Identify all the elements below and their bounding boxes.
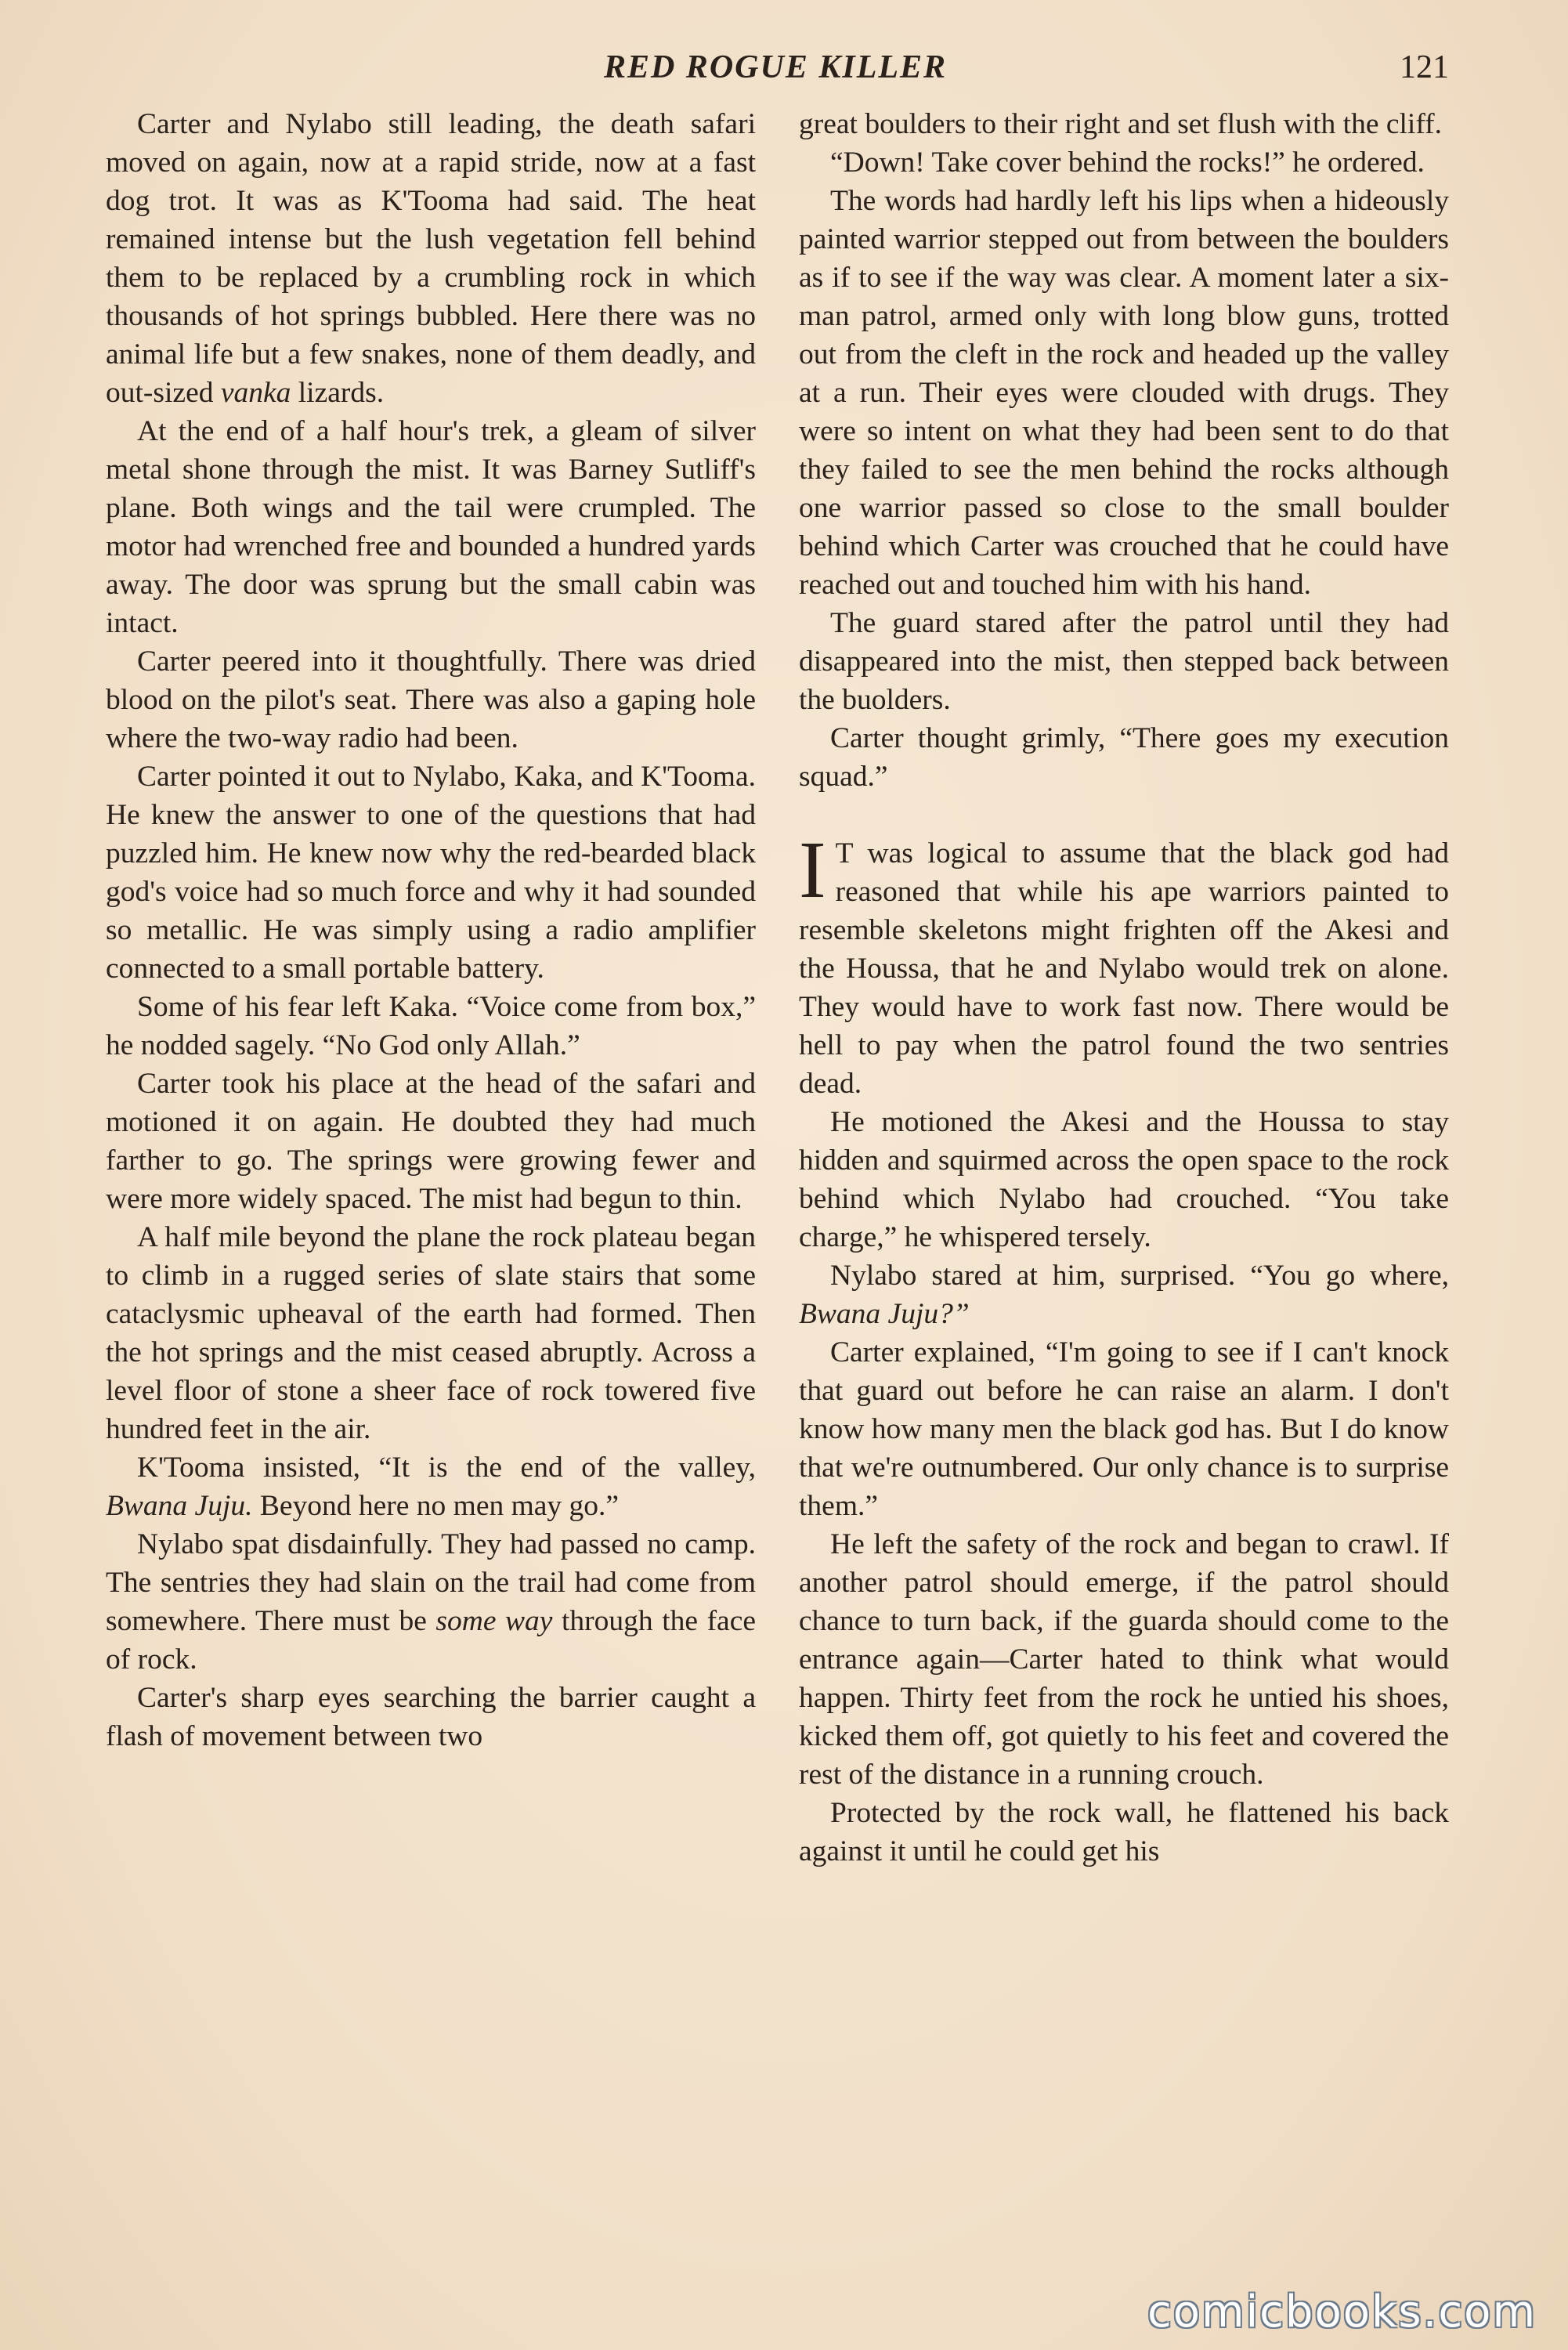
paragraph: He left the safety of the rock and began to crawl. If another patrol should emerge, if the patrol should chance to turn back, if the guarda should come to the entrance again—Carter hated to think what would happen. Thirty feet from the rock he untied his shoes, kicked them off, got quietly to his feet and covered the rest of the distance in a running crouch. [799,1528,1449,1791]
paragraph: Carter pointed it out to Nylabo, Kaka, and K'Tooma. He knew the answer to one of the questions that had puzzled him. He knew now why the red-bearded black god's voice had so much force and why it had sounded so metallic. He was simply using a radio amplifier connected to a small portable battery. [106,761,756,985]
left-column [106,105,756,1755]
paragraph: Carter thought grimly, “There goes my execution squad.” [799,722,1449,793]
paragraph: Carter peered into it thoughtfully. There was dried blood on the pilot's seat. There was also a gaping hole where the two-way radio had been. [106,645,756,754]
section-paragraph: I T was logical to assume that the black god had reasoned that while his ape warriors painted to resemble skeletons might frighten off the Akesi and the Houssa, that he and Nylabo would trek on alone. They would have to work fast now. There would be hell to pay when the patrol found the two sentries dead. [799,825,1449,1100]
paragraph: The words had hardly left his lips when a hideously painted warrior stepped out from between the boulders as if to see if the way was clear. A moment later a six-man patrol, armed only with long blow guns, trotted out from the cleft in the rock and headed up the valley at a run. Their eyes were clouded with drugs. They were so intent on what they had been sent to do that they failed to see the men behind the rocks although one warrior passed so close to the small boulder behind which Carter was crouched that he could have reached out and touched him with his hand. [799,185,1449,601]
paragraph: Carter explained, “I'm going to see if I can't knock that guard out before he can raise an alarm. I don't know how many men the black god has. But I do know that we're outnumbered. Our only chance is to surprise them.” [799,1336,1449,1522]
paragraph: Nylabo spat disdainfully. They had passed no camp. The sentries they had slain on the trail had come from somewhere. There must be some way through the face of rock. [106,1528,756,1676]
drop-cap: I [799,825,826,915]
page-number: 121 [1400,49,1449,85]
paragraph: A half mile beyond the plane the rock plateau began to climb in a rugged series of slate stairs that some cataclysmic upheaval of the earth had formed. Then the hot springs and the mist ceased abruptly. Across a level floor of stone a sheer face of rock towered five hundred feet in the air. [106,1221,756,1445]
watermark-logo: comicbooks.com [1147,2287,1537,2337]
paragraph: Nylabo stared at him, surprised. “You go where, Bwana Juju?” [799,1260,1449,1330]
running-title: RED ROGUE KILLER [603,49,948,85]
paragraph: “Down! Take cover behind the rocks!” he ordered. [830,146,1425,179]
paragraph: Protected by the rock wall, he flattened his back against it until he could get his [799,1797,1449,1867]
paragraph: He motioned the Akesi and the Houssa to stay hidden and squirmed across the open space to the rock behind which Nylabo had crouched. “You take charge,” he whispered tersely. [799,1106,1449,1253]
paragraph: great boulders to their right and set flush with the cliff. [799,108,1442,140]
paragraph: At the end of a half hour's trek, a gleam of silver metal shone through the mist. It was Barney Sutliff's plane. Both wings and the tail were crumpled. The motor had wrenched free and bounded a hundred yards away. The door was sprung but the small cabin was intact. [106,415,756,639]
paragraph: Some of his fear left Kaka. “Voice come from box,” he nodded sagely. “No God only Allah.” [106,991,756,1061]
paragraph: K'Tooma insisted, “It is the end of the valley, Bwana Juju. Beyond here no men may go.” [106,1452,756,1522]
paragraph: Carter took his place at the head of the safari and motioned it on again. He doubted they had much farther to go. The springs were growing fewer and were more widely spaced. The mist had begun to thin. [106,1068,756,1215]
paragraph: Carter's sharp eyes searching the barrier caught a flash of movement between two [106,1682,756,1752]
right-column [799,105,1449,1871]
page-header [102,49,1449,96]
paragraph: Carter and Nylabo still leading, the death safari moved on again, now at a rapid stride, now at a fast dog trot. It was as K'Tooma had said. The heat remained intense but the lush vegetation fell behind them to be replaced by a crumbling rock in which thousands of hot springs bubbled. Here there was no animal life but a few snakes, none of them deadly, and out-sized vanka lizards. [106,108,756,409]
paragraph: The guard stared after the patrol until they had disappeared into the mist, then stepped back between the buolders. [799,607,1449,716]
